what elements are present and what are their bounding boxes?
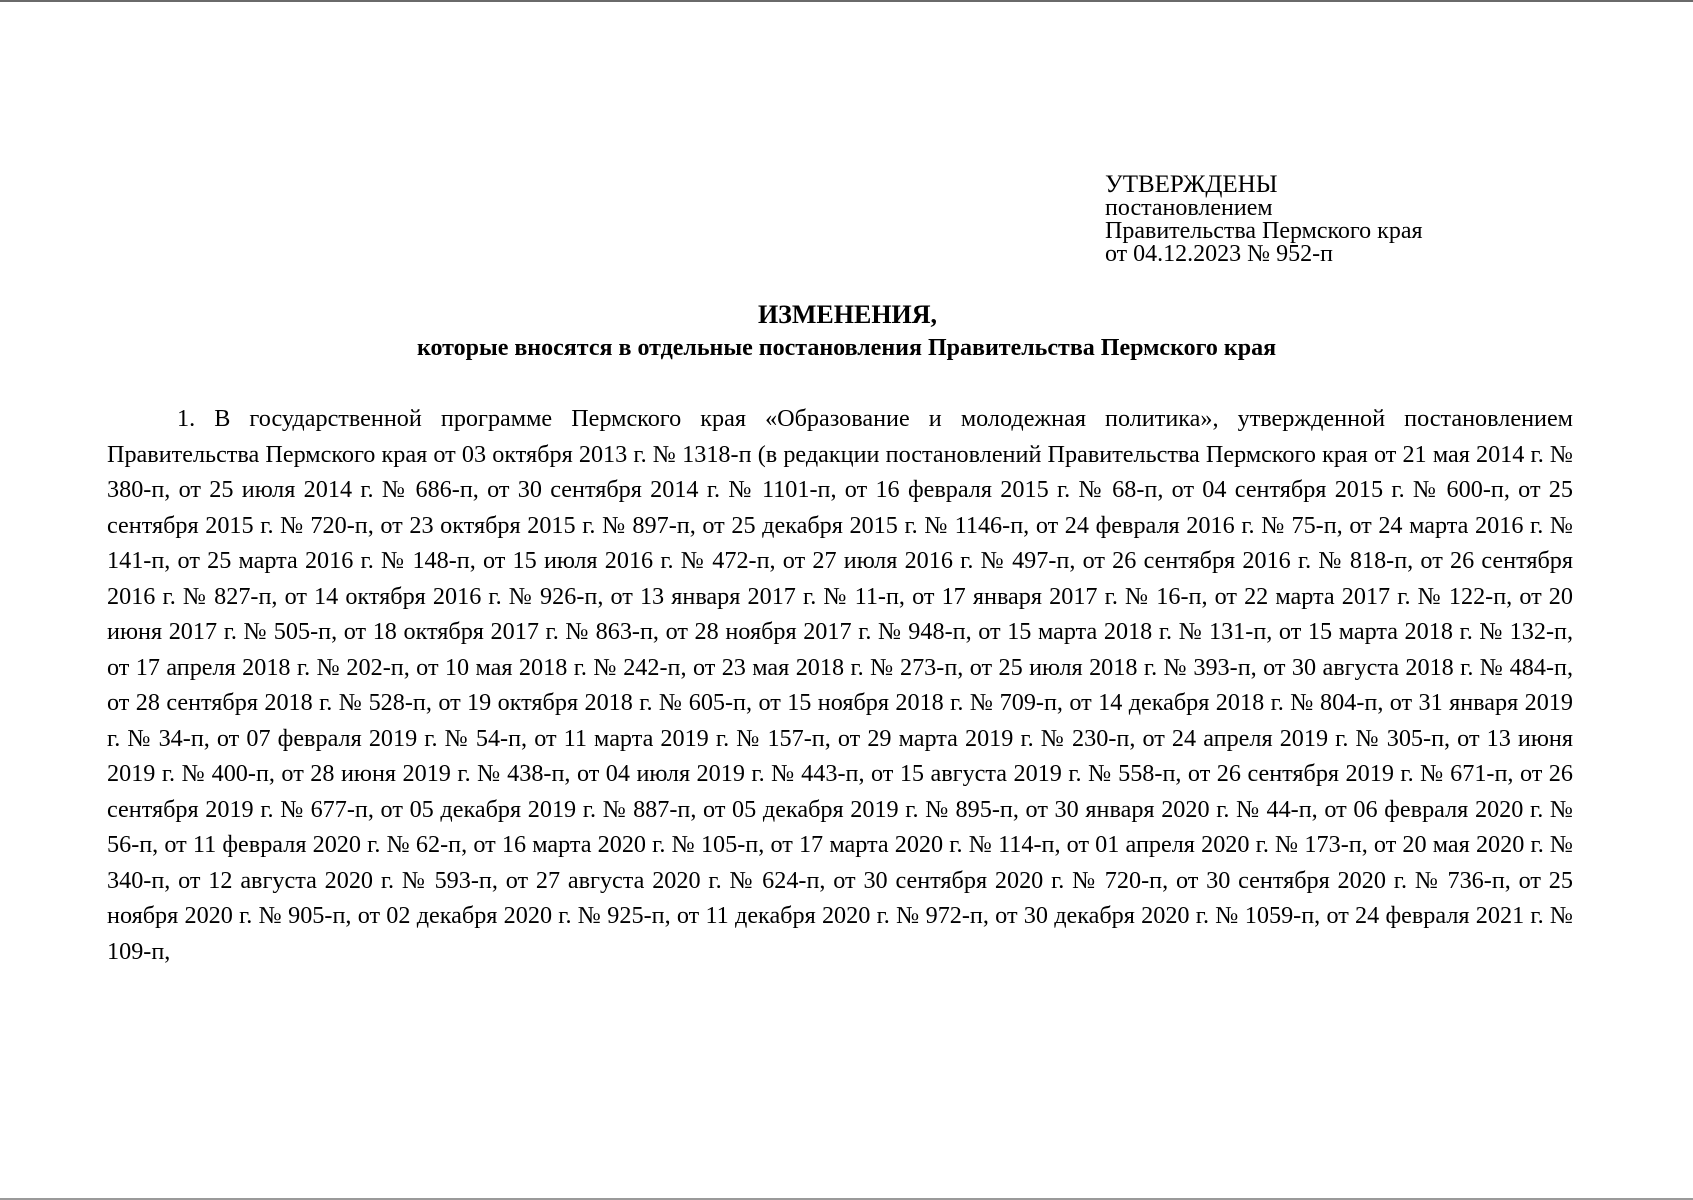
- document-title: ИЗМЕНЕНИЯ,: [757, 300, 938, 329]
- scan-edge-top: [0, 0, 1693, 2]
- document-subtitle: которые вносятся в отдельные постановления Правительства Пермского края: [416, 335, 1277, 361]
- approval-line-government: Правительства Пермского края: [1105, 218, 1423, 244]
- approval-line-approved: УТВЕРЖДЕНЫ: [1105, 171, 1278, 198]
- body-paragraph: 1. В государственной программе Пермского края «Образование и молодежная политика», утвержденной постановлением Правительства Пермского края от 03 октября 2013 г. № 1318-п (в редакции постановлений Правительства Пермского края от 21 мая 2014 г. № 380-п, от 25 июля 2014 г. № 686-п, от 30 сентября 2014 г. № 1101-п, от 16 февраля 2015 г. № 68-п, от 04 сентября 2015 г. № 600-п, от 25 сентября 2015 г. № 720-п, от 23 октября 2015 г. № 897-п, от 25 декабря 2015 г. № 1146-п, от 24 февраля 2016 г. № 75-п, от 24 марта 2016 г. № 141-п, от 25 марта 2016 г. № 148-п, от 15 июля 2016 г. № 472-п, от 27 июля 2016 г. № 497-п, от 26 сентября 2016 г. № 818-п, от 26 сентября 2016 г. № 827-п, от 14 октября 2016 г. № 926-п, от 13 января 2017 г. № 11-п, от 17 января 2017 г. № 16-п, от 22 марта 2017 г. № 122-п, от 20 июня 2017 г. № 505-п, от 18 октября 2017 г. № 863-п, от 28 ноября 2017 г. № 948-п, от 15 марта 2018 г. № 131-п, от 15 марта 2018 г. № 132-п, от 17 апреля 2018 г. № 202-п, от 10 мая 2018 г. № 242-п, от 23 мая 2018 г. № 273-п, от 25 июля 2018 г. № 393-п, от 30 августа 2018 г. № 484-п, от 28 сентября 2018 г. № 528-п, от 19 октября 2018 г. № 605-п, от 15 ноября 2018 г. № 709-п, от 14 декабря 2018 г. № 804-п, от 31 января 2019 г. № 34-п, от 07 февраля 2019 г. № 54-п, от 11 марта 2019 г. № 157-п, от 29 марта 2019 г. № 230-п, от 24 апреля 2019 г. № 305-п, от 13 июня 2019 г. № 400-п, от 28 июня 2019 г. № 438-п, от 04 июля 2019 г. № 443-п, от 15 августа 2019 г. № 558-п, от 26 сентября 2019 г. № 671-п, от 26 сентября 2019 г. № 677-п, от 05 декабря 2019 г. № 887-п, от 05 декабря 2019 г. № 895-п, от 30 января 2020 г. № 44-п, от 06 февраля 2020 г. № 56-п, от 11 февраля 2020 г. № 62-п, от 16 марта 2020 г. № 105-п, от 17 марта 2020 г. № 114-п, от 01 апреля 2020 г. № 173-п, от 20 мая 2020 г. № 340-п, от 12 августа 2020 г. № 593-п, от 27 августа 2020 г. № 624-п, от 30 сентября 2020 г. № 720-п, от 30 сентября 2020 г. № 736-п, от 25 ноября 2020 г. № 905-п, от 02 декабря 2020 г. № 925-п, от 11 декабря 2020 г. № 972-п, от 30 декабря 2020 г. № 1059-п, от 24 февраля 2021 г. № 109-п,: [107, 405, 1573, 965]
- approval-stamp-block: [1105, 172, 1423, 266]
- approval-line-decree: постановлением: [1105, 195, 1273, 221]
- approval-line-date-number: от 04.12.2023 № 952-п: [1105, 241, 1333, 267]
